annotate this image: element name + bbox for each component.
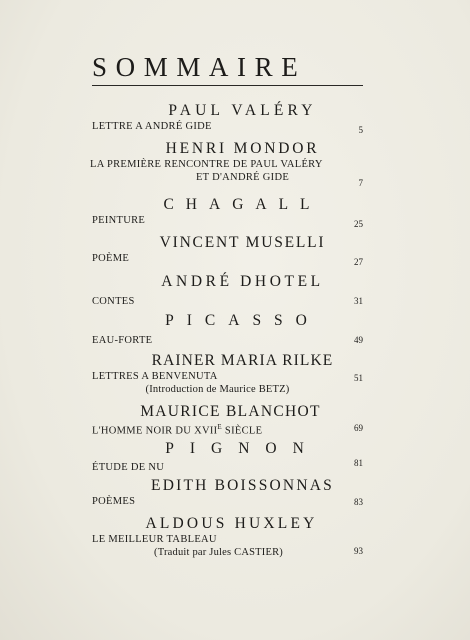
toc-entry [92,234,363,265]
entry-author: EDITH BOISSONNAS [151,477,334,494]
toc-entry [92,102,363,133]
entry-page: 49 [354,335,363,345]
entry-author: VINCENT MUSELLI [159,234,326,251]
toc-entry [92,440,363,474]
entry-author: CHAGALL [163,196,322,213]
entry-author: ALDOUS HUXLEY [145,515,318,532]
entry-title-continued: ET D'ANDRÉ GIDE [195,172,290,183]
entry-note: (Introduction de Maurice BETZ) [145,384,290,395]
entry-title: L'HOMME NOIR DU $XVII^E$ SIÈCLE [92,423,263,437]
entry-page: 51 [354,373,363,383]
toc-entry [92,312,363,347]
entry-page: 25 [354,219,363,229]
entry-page: 31 [354,296,363,306]
entry-title: LETTRES A BENVENUTA [92,371,218,382]
entry-author: HENRI MONDOR [165,140,320,157]
entry-page: 5 [358,125,363,135]
toc-entry [92,352,363,396]
entry-author: PICASSO [165,312,320,329]
entry-title: POÈME [92,253,130,264]
entry-author: PAUL VALÉRY [168,102,317,119]
toc-entry [90,140,363,188]
entry-page: 81 [354,458,363,468]
toc-entry [92,515,363,559]
entry-title: LETTRE A ANDRÉ GIDE [92,121,212,132]
entry-author: ANDRÉ DHOTEL [161,273,324,290]
toc-entry [92,196,363,227]
entry-title: POÈMES [92,496,136,507]
entry-page: 83 [354,497,363,507]
entry-page: 93 [354,546,363,556]
entry-page: 69 [354,423,363,433]
entry-page: 27 [354,257,363,267]
entry-author: RAINER MARIA RILKE [151,352,334,369]
entry-title: EAU-FORTE [92,335,153,346]
entry-note: (Traduit par Jules CASTIER) [154,547,283,558]
toc-entry [92,477,363,508]
toc-entry [92,403,363,438]
entry-author: PIGNON [165,440,320,457]
entry-title: LA PREMIÈRE RENCONTRE DE PAUL VALÉRY [90,159,323,170]
page-title: SOMMAIRE [92,52,307,82]
entry-page: 7 [358,178,363,188]
toc-entry [92,273,363,308]
entry-title: ÉTUDE DE NU [92,462,165,473]
entry-title: LE MEILLEUR TABLEAU [92,534,217,545]
entry-title: PEINTURE [92,215,146,226]
entry-author: MAURICE BLANCHOT [140,403,321,420]
entry-title: CONTES [92,296,135,307]
